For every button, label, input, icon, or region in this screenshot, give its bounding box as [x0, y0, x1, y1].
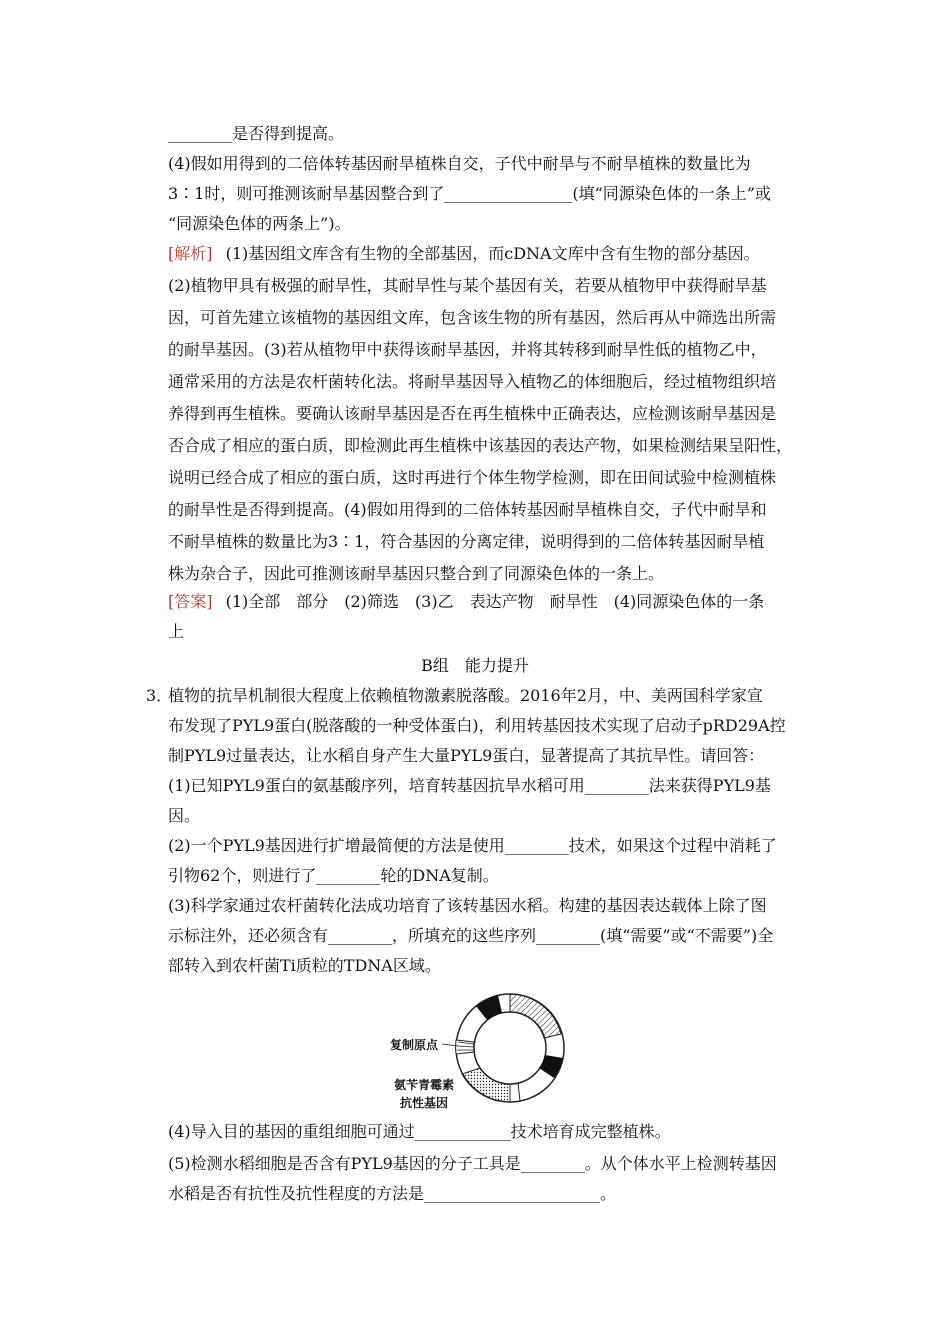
q-line-7: 引物62个，则进行了________轮的DNA复制。: [168, 866, 499, 885]
q-line-6: (2)一个PYL9基因进行扩增最简便的方法是使用________技术，如果这个过程中消耗了: [168, 836, 777, 855]
answer-line: [168, 592, 764, 612]
q-line-13: 水稻是否有抗性及抗性程度的方法是______________________。: [168, 1184, 617, 1203]
line-9: 通常采用的方法是农杆菌转化法。将耐旱基因导入植物乙的体细胞后，经过植物组织培: [168, 372, 777, 391]
question-number: 3．: [146, 686, 173, 705]
line-3: 3∶1时，则可推测该耐旱基因整合到了________________(填“同源染色体的一条上”或: [168, 184, 771, 203]
q-line-3: 制PYL9过量表达，让水稻自身产生大量PYL9蛋白，显著提高了其抗旱性。请回答：: [168, 746, 765, 765]
line-8: 的耐旱基因。(3)若从植物甲中获得该耐旱基因，并将其转移到耐旱性低的植物乙中，: [168, 340, 767, 359]
analysis-line: [168, 244, 760, 264]
black-segment-top: [476, 995, 502, 1020]
line-12: 说明已经合成了相应的蛋白质，这时再进行个体生物学检测，即在田间试验中检测植株: [168, 468, 777, 487]
line-4: “同源染色体的两条上”)。: [168, 214, 351, 233]
label-origin: 复制原点: [390, 1038, 439, 1052]
section-title: B组 能力提升: [421, 656, 529, 675]
line-15: 株为杂合子，因此可推测该耐旱基因只整合到了同源染色体的一条上。: [168, 564, 665, 583]
q-line-11: (4)导入目的基因的重组细胞可通过____________技术培育成完整植株。: [168, 1122, 671, 1141]
amp-resistance-segment: [462, 1068, 510, 1102]
label-amp-2: 抗性基因: [400, 1096, 449, 1110]
line-6: (2)植物甲具有极强的耐旱性，其耐旱性与某个基因有关，若要从植物甲中获得耐旱基: [168, 276, 767, 295]
answer-text: (1)全部 部分 (2)筛选 (3)乙 表达产物 耐旱性 (4)同源染色体的一条: [225, 592, 765, 611]
line-2: (4)假如用得到的二倍体转基因耐旱植株自交，子代中耐旱与不耐旱植株的数量比为: [168, 154, 751, 173]
q-line-5: 因。: [168, 806, 201, 825]
line-7: 因，可首先建立该植物的基因组文库，包含该生物的所有基因，然后再从中筛选出所需: [168, 308, 777, 327]
q-line-12: (5)检测水稻细胞是否含有PYL9基因的分子工具是________。从个体水平上检测转基因: [168, 1154, 777, 1173]
q-line-8: (3)科学家通过农杆菌转化法成功培育了该转基因水稻。构建的基因表达载体上除了图: [168, 896, 767, 915]
plasmid-diagram: [380, 984, 590, 1116]
line-17: 上: [168, 622, 185, 641]
q-line-9: 示标注外，还必须含有________，所填充的这些序列________(填“需要”或“不需要”)全: [168, 926, 774, 945]
q-line-4: (1)已知PYL9蛋白的氨基酸序列，培育转基因抗旱水稻可用________法来获得PYL9基: [168, 776, 771, 795]
analysis-text: (1)基因组文库含有生物的全部基因，而cDNA文库中含有生物的部分基因。: [225, 244, 760, 263]
q-line-10: 部转入到农杆菌Ti质粒的TDNA区域。: [168, 956, 441, 975]
analysis-tag: [解析]: [168, 244, 213, 263]
q-line-1: 植物的抗旱机制很大程度上依赖植物激素脱落酸。2016年2月，中、美两国科学家宣: [168, 686, 763, 705]
line-11: 否合成了相应的蛋白质，即检测此再生植株中该基因的表达产物，如果检测结果呈阳性，: [168, 436, 793, 455]
q-line-2: 布发现了PYL9蛋白(脱落酸的一种受体蛋白)，利用转基因技术实现了启动子pRD29A控: [168, 716, 786, 735]
line-13: 的耐旱性是否得到提高。(4)假如用得到的二倍体转基因耐旱植株自交，子代中耐旱和: [168, 500, 767, 519]
answer-tag: [答案]: [168, 592, 213, 611]
line-10: 养得到再生植株。要确认该耐旱基因是否在再生植株中正确表达，应检测该耐旱基因是: [168, 404, 777, 423]
black-segment-right: [539, 1055, 563, 1078]
label-amp-1: 氨苄青霉素: [394, 1078, 455, 1092]
line-1: ________是否得到提高。: [168, 124, 345, 143]
line-14: 不耐旱植株的数量比为3∶1，符合基因的分离定律，说明得到的二倍体转基因耐旱植: [168, 532, 765, 551]
